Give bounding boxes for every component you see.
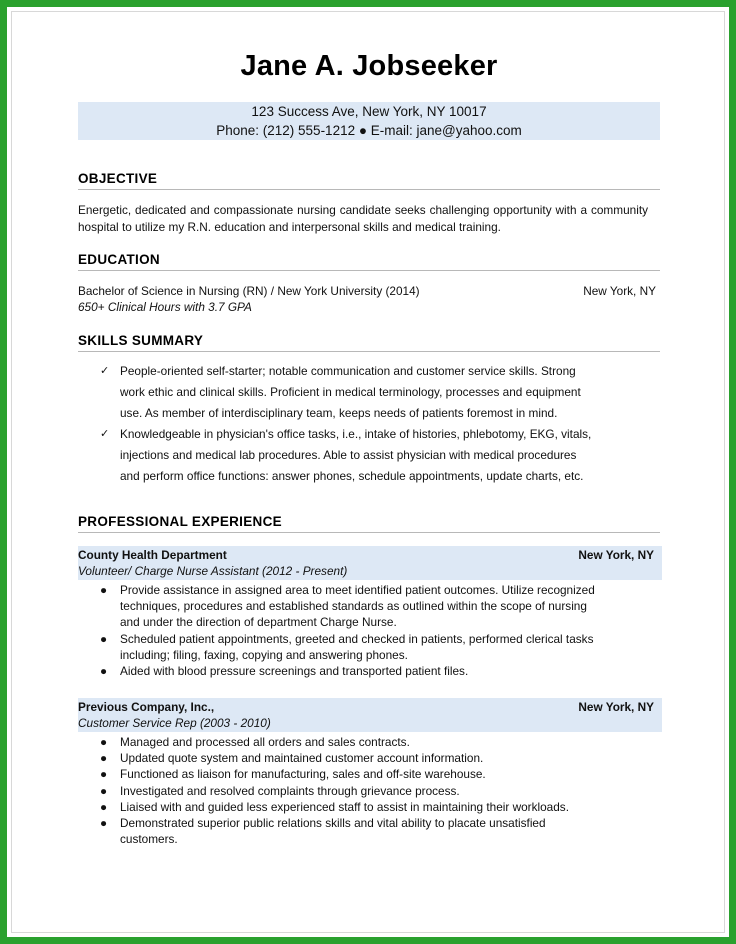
contact-block — [78, 102, 660, 140]
duty-line: techniques, procedures and established standards as outlined within the scope of nursing — [120, 599, 587, 614]
skill-line: and perform office functions: answer phones, schedule appointments, update charts, etc. — [120, 469, 584, 483]
skill-item — [96, 424, 656, 487]
duty-item — [98, 734, 668, 750]
bullet-dot-icon: ● — [100, 735, 108, 749]
job-1-duties — [98, 582, 668, 679]
duty-line: and under the direction of department Charge Nurse. — [120, 615, 397, 630]
skills-heading: SKILLS SUMMARY — [78, 333, 660, 352]
skills-list — [96, 361, 656, 487]
bullet-dot-icon: ● — [100, 767, 108, 782]
objective-heading: OBJECTIVE — [78, 171, 660, 190]
duty-item — [98, 582, 668, 631]
duty-line: Scheduled patient appointments, greeted and checked in patients, performed clerical tasks — [120, 631, 594, 646]
job-title: Volunteer/ Charge Nurse Assistant (2012 - Present) — [78, 564, 348, 578]
job-location: New York, NY — [578, 548, 654, 562]
skill-line: Knowledgeable in physician's office tasks, i.e., intake of histories, phlebotomy, EKG, vitals, — [120, 427, 592, 441]
bullet-dot-icon: ● — [100, 583, 108, 597]
duty-item — [98, 799, 668, 815]
job-header-2 — [78, 698, 662, 732]
job-2-duties — [98, 734, 668, 847]
duty-line: Functioned as liaison for manufacturing, sales and off-site warehouse. — [120, 767, 486, 782]
education-detail: 650+ Clinical Hours with 3.7 GPA — [78, 300, 252, 314]
checkmark-icon: ✓ — [100, 365, 110, 377]
skill-line: People-oriented self-starter; notable communication and customer service skills. Strong — [120, 364, 576, 378]
duty-line: Provide assistance in assigned area to meet identified patient outcomes. Utilize recognized — [120, 583, 595, 597]
duty-line: customers. — [120, 832, 178, 847]
address-line: 123 Success Ave, New York, NY 10017 — [251, 104, 487, 119]
phone-email-line: Phone: (212) 555-1212 ● E-mail: jane@yahoo.com — [216, 123, 522, 138]
duty-item — [98, 815, 668, 847]
duty-item — [98, 783, 668, 799]
skill-item — [96, 361, 656, 424]
job-company: County Health Department — [78, 548, 227, 562]
bullet-dot-icon: ● — [100, 816, 108, 831]
candidate-name: Jane A. Jobseeker — [240, 50, 498, 82]
education-location: New York, NY — [583, 284, 656, 298]
skill-line: use. As member of interdisciplinary team, keeps needs of patients foremost in mind. — [120, 406, 558, 420]
bullet-dot-icon: ● — [100, 631, 108, 646]
duty-line: Aided with blood pressure screenings and transported patient files. — [120, 664, 469, 679]
duty-item — [98, 663, 668, 679]
education-heading: EDUCATION — [78, 252, 660, 271]
duty-item — [98, 750, 668, 766]
bullet-dot-icon: ● — [100, 664, 108, 679]
bullet-dot-icon: ● — [100, 751, 108, 766]
duty-line: Managed and processed all orders and sales contracts. — [120, 735, 410, 749]
bullet-dot-icon: ● — [100, 783, 108, 798]
duty-item — [98, 631, 668, 663]
duty-line: including; filing, faxing, copying and answering phones. — [120, 647, 408, 662]
job-company: Previous Company, Inc., — [78, 700, 215, 714]
experience-heading: PROFESSIONAL EXPERIENCE — [78, 514, 660, 533]
duty-line: Investigated and resolved complaints through grievance process. — [120, 783, 460, 798]
objective-text: Energetic, dedicated and compassionate nursing candidate seeks challenging opportunity with a community hospital to utilize my R.N. education and interpersonal skills and medical training. — [78, 203, 648, 234]
checkmark-icon: ✓ — [100, 428, 110, 440]
skill-line: injections and medical lab procedures. Able to assist physician with medical procedures — [120, 448, 577, 462]
duty-line: Updated quote system and maintained customer account information. — [120, 751, 484, 766]
skill-line: work ethic and clinical skills. Proficient in medical terminology, processes and equipment — [120, 385, 581, 399]
education-degree: Bachelor of Science in Nursing (RN) / New York University (2014) — [78, 284, 420, 298]
education-degree-row — [78, 283, 658, 299]
job-location: New York, NY — [578, 700, 654, 714]
job-title: Customer Service Rep (2003 - 2010) — [78, 716, 271, 730]
duty-line: Liaised with and guided less experienced staff to assist in maintaining their workloads. — [120, 799, 569, 814]
job-header-1 — [78, 546, 662, 580]
bullet-dot-icon: ● — [100, 799, 108, 814]
duty-line: Demonstrated superior public relations skills and vital ability to placate unsatisfied — [120, 816, 546, 831]
duty-item — [98, 766, 668, 782]
